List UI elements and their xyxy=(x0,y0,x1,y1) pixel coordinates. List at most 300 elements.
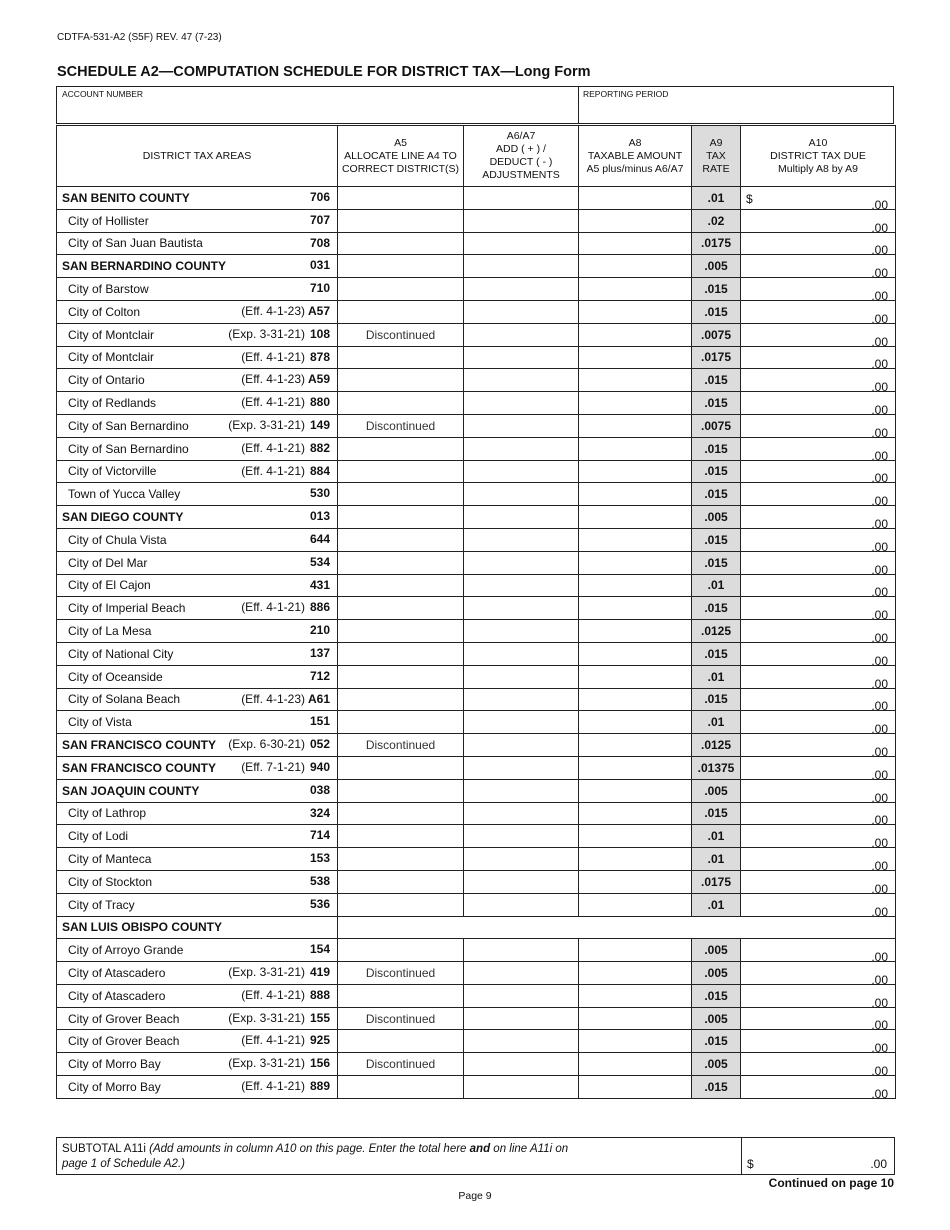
table-row xyxy=(57,984,896,1007)
tax-rate: .015 xyxy=(692,688,741,711)
cents-label: .00 xyxy=(871,904,888,919)
tax-rate: .0175 xyxy=(692,232,741,255)
a10-input[interactable] xyxy=(741,642,896,668)
discontinued-label: Discontinued xyxy=(365,965,436,980)
a6a7-input[interactable] xyxy=(464,779,579,802)
a8-input[interactable] xyxy=(579,825,692,848)
tax-rate: .015 xyxy=(692,551,741,574)
a5-input[interactable] xyxy=(338,984,464,1007)
district-name: City of Hollister xyxy=(68,213,149,228)
a8-input[interactable] xyxy=(579,1007,692,1030)
table-row xyxy=(57,323,896,346)
a10-input[interactable] xyxy=(741,187,896,210)
a6a7-input[interactable] xyxy=(464,323,579,346)
a8-input[interactable] xyxy=(579,688,692,711)
cents-label: .00 xyxy=(871,699,888,714)
a6a7-input[interactable] xyxy=(464,665,579,688)
a6a7-input[interactable] xyxy=(464,209,579,232)
table-row xyxy=(57,620,896,643)
a6a7-input[interactable] xyxy=(464,506,579,529)
a8-input[interactable] xyxy=(579,848,692,871)
a10-input[interactable] xyxy=(741,688,896,714)
a5-input[interactable] xyxy=(338,802,464,825)
tax-rate: .015 xyxy=(692,1030,741,1053)
a8-input[interactable] xyxy=(579,802,692,825)
district-name: SAN LUIS OBISPO COUNTY xyxy=(62,920,223,935)
table-row xyxy=(57,734,896,757)
district-area-cell xyxy=(57,346,338,369)
tax-rate: .0125 xyxy=(692,620,741,643)
a5-input[interactable] xyxy=(338,688,464,711)
a8-input[interactable] xyxy=(579,711,692,734)
district-note: (Eff. 4-1-21) xyxy=(241,463,305,478)
a6a7-input[interactable] xyxy=(464,597,579,620)
table-row xyxy=(57,528,896,551)
tax-rate: .005 xyxy=(692,506,741,529)
a8-input[interactable] xyxy=(579,551,692,574)
district-code: 153 xyxy=(309,851,330,866)
a10-input[interactable] xyxy=(741,870,896,896)
cents-label: .00 xyxy=(871,243,888,258)
a10-input[interactable] xyxy=(741,962,896,985)
a6a7-input[interactable] xyxy=(464,711,579,734)
cents-label: .00 xyxy=(871,767,888,782)
a6a7-input[interactable] xyxy=(464,369,579,392)
a6a7-input[interactable] xyxy=(464,278,579,301)
a5-input[interactable] xyxy=(338,1007,464,1030)
a5-input[interactable] xyxy=(338,962,464,985)
district-name: City of National City xyxy=(68,646,174,661)
district-code: 534 xyxy=(309,554,330,569)
district-code: 644 xyxy=(309,531,330,546)
a5-input[interactable] xyxy=(338,597,464,620)
a8-input[interactable] xyxy=(579,939,692,962)
district-name: SAN FRANCISCO COUNTY xyxy=(62,738,217,753)
a10-input[interactable] xyxy=(741,893,896,919)
district-name: City of San Bernardino xyxy=(68,441,189,456)
district-name: City of Morro Bay xyxy=(68,1057,161,1072)
a8-input[interactable] xyxy=(579,209,692,232)
a8-input[interactable] xyxy=(579,574,692,597)
cents-label: .00 xyxy=(871,630,888,645)
district-name: Town of Yucca Valley xyxy=(68,487,181,502)
district-code: 880 xyxy=(309,395,330,410)
a10-input[interactable] xyxy=(741,255,896,281)
a5-input[interactable] xyxy=(338,893,464,916)
a8-input[interactable] xyxy=(579,437,692,460)
district-area-cell xyxy=(57,597,338,620)
district-area-cell xyxy=(57,483,338,506)
district-area-cell xyxy=(57,278,338,301)
a8-input[interactable] xyxy=(579,483,692,506)
a10-input[interactable] xyxy=(741,551,896,577)
table-row xyxy=(57,848,896,871)
table-row xyxy=(57,665,896,688)
a10-input[interactable] xyxy=(741,528,896,554)
cents-label: .00 xyxy=(871,494,888,509)
district-note: (Eff. 4-1-21) xyxy=(241,1033,305,1048)
a10-input[interactable] xyxy=(741,300,896,326)
a6a7-input[interactable] xyxy=(464,346,579,369)
district-note: (Exp. 3-31-21) xyxy=(228,417,305,432)
a5-input[interactable] xyxy=(338,711,464,734)
reporting-period-field[interactable] xyxy=(578,87,893,123)
tax-rate: .01 xyxy=(692,187,741,210)
cents-label: .00 xyxy=(871,288,888,303)
a8-input[interactable] xyxy=(579,1076,692,1099)
tax-rate: .0175 xyxy=(692,870,741,893)
col-header-a9: A9 TAX RATE xyxy=(692,126,741,187)
a10-input[interactable] xyxy=(741,756,896,782)
a10-input[interactable] xyxy=(741,414,896,440)
tax-rate: .015 xyxy=(692,1076,741,1099)
a6a7-input[interactable] xyxy=(464,962,579,985)
a6a7-input[interactable] xyxy=(464,984,579,1007)
a8-input[interactable] xyxy=(579,620,692,643)
district-name: City of Montclair xyxy=(68,327,155,342)
a6a7-input[interactable] xyxy=(464,1053,579,1076)
a6a7-input[interactable] xyxy=(464,688,579,711)
table-row xyxy=(57,300,896,323)
district-area-cell xyxy=(57,460,338,483)
reporting-period-label: REPORTING PERIOD xyxy=(583,89,669,99)
district-name: City of Lodi xyxy=(68,829,129,844)
a5-input[interactable] xyxy=(338,779,464,802)
a10-input[interactable] xyxy=(741,323,896,349)
table-row xyxy=(57,255,896,278)
a8-input[interactable] xyxy=(579,278,692,301)
a6a7-input[interactable] xyxy=(464,574,579,597)
a10-input[interactable] xyxy=(741,802,896,828)
a10-input[interactable] xyxy=(741,734,896,757)
a6a7-input[interactable] xyxy=(464,893,579,916)
account-number-field[interactable] xyxy=(57,87,579,123)
district-name: City of Solana Beach xyxy=(68,692,181,707)
a8-input[interactable] xyxy=(579,642,692,665)
discontinued-label: Discontinued xyxy=(365,1011,436,1026)
cents-label: .00 xyxy=(871,220,888,235)
a10-input[interactable] xyxy=(741,483,896,509)
a10-input[interactable] xyxy=(741,1007,896,1033)
district-name: City of Grover Beach xyxy=(68,1034,180,1049)
a10-input[interactable] xyxy=(741,597,896,623)
tax-rate: .015 xyxy=(692,278,741,301)
a5-input[interactable] xyxy=(338,483,464,506)
tax-rate: .005 xyxy=(692,1053,741,1076)
district-note: (Eff. 4-1-23) xyxy=(241,372,305,387)
a8-input[interactable] xyxy=(579,323,692,346)
a10-input[interactable] xyxy=(741,620,896,643)
a5-input[interactable] xyxy=(338,1076,464,1099)
header-box xyxy=(56,86,894,124)
a10-input[interactable] xyxy=(741,984,896,1010)
cents-label: .00 xyxy=(871,448,888,463)
district-tax-table xyxy=(56,125,896,1099)
district-code: 013 xyxy=(309,509,330,524)
a6a7-input[interactable] xyxy=(464,460,579,483)
a5-input[interactable] xyxy=(338,551,464,574)
a5-input[interactable] xyxy=(338,1053,464,1076)
a8-input[interactable] xyxy=(579,300,692,323)
a10-input[interactable] xyxy=(741,1076,896,1099)
a5-input[interactable] xyxy=(338,848,464,871)
tax-rate: .015 xyxy=(692,642,741,665)
district-area-cell xyxy=(57,870,338,893)
district-code: 108 xyxy=(309,326,330,341)
a6a7-input[interactable] xyxy=(464,437,579,460)
district-note: (Eff. 4-1-23) xyxy=(241,303,305,318)
table-row xyxy=(57,460,896,483)
district-note: (Eff. 4-1-21) xyxy=(241,987,305,1002)
district-name: City of San Bernardino xyxy=(68,418,189,433)
district-area-cell xyxy=(57,1030,338,1053)
district-note: (Eff. 4-1-21) xyxy=(241,1079,305,1094)
tax-rate: .01375 xyxy=(692,756,741,779)
tax-rate: .015 xyxy=(692,369,741,392)
a5-input[interactable] xyxy=(338,255,464,278)
district-name: City of Imperial Beach xyxy=(68,601,186,616)
tax-rate: .01 xyxy=(692,893,741,916)
a5-input[interactable] xyxy=(338,825,464,848)
cents-label: .00 xyxy=(871,950,888,965)
a8-input[interactable] xyxy=(579,460,692,483)
form-id: CDTFA-531-A2 (S5F) REV. 47 (7-23) xyxy=(57,32,222,43)
cents-label: .00 xyxy=(871,402,888,417)
district-code: 884 xyxy=(309,463,330,478)
a8-input[interactable] xyxy=(579,414,692,437)
a6a7-input[interactable] xyxy=(464,551,579,574)
a10-input[interactable] xyxy=(741,665,896,691)
a6a7-input[interactable] xyxy=(464,1076,579,1099)
cents-label: .00 xyxy=(871,836,888,851)
a8-input[interactable] xyxy=(579,232,692,255)
a5-input[interactable] xyxy=(338,870,464,893)
district-area-cell xyxy=(57,300,338,323)
district-code: 052 xyxy=(309,737,330,752)
a8-input[interactable] xyxy=(579,255,692,278)
cents-label: .00 xyxy=(871,881,888,896)
district-area-cell xyxy=(57,916,338,939)
a5-input[interactable] xyxy=(338,300,464,323)
table-row xyxy=(57,506,896,529)
a5-input[interactable] xyxy=(338,756,464,779)
a6a7-input[interactable] xyxy=(464,620,579,643)
a10-input[interactable] xyxy=(741,1053,896,1079)
a8-input[interactable] xyxy=(579,1030,692,1053)
a10-input[interactable] xyxy=(741,825,896,851)
a5-input[interactable] xyxy=(338,209,464,232)
district-code: 940 xyxy=(309,759,330,774)
cents-label: .00 xyxy=(871,334,888,349)
district-name: City of La Mesa xyxy=(68,624,152,639)
a10-input[interactable] xyxy=(741,346,896,372)
subtotal-cents: .00 xyxy=(870,1157,887,1171)
a5-input[interactable] xyxy=(338,642,464,665)
a10-input[interactable] xyxy=(741,437,896,463)
cents-label: .00 xyxy=(871,813,888,828)
district-code: 925 xyxy=(309,1033,330,1048)
table-row xyxy=(57,232,896,255)
cents-label: .00 xyxy=(871,425,888,440)
district-note: (Eff. 4-1-21) xyxy=(241,395,305,410)
a6a7-input[interactable] xyxy=(464,642,579,665)
district-code: 156 xyxy=(309,1056,330,1071)
district-code: A61 xyxy=(307,691,330,706)
a6a7-input[interactable] xyxy=(464,939,579,962)
subtotal-box xyxy=(56,1137,895,1175)
a5-input[interactable] xyxy=(338,1030,464,1053)
a5-input[interactable] xyxy=(338,460,464,483)
a8-input[interactable] xyxy=(579,506,692,529)
district-code: 538 xyxy=(309,873,330,888)
a8-input[interactable] xyxy=(579,187,692,210)
a10-input[interactable] xyxy=(741,392,896,415)
district-code: 889 xyxy=(309,1079,330,1094)
a5-input[interactable] xyxy=(338,437,464,460)
district-note: (Eff. 7-1-21) xyxy=(241,759,305,774)
a8-input[interactable] xyxy=(579,962,692,985)
a5-input[interactable] xyxy=(338,506,464,529)
a8-input[interactable] xyxy=(579,893,692,916)
district-name: City of Morro Bay xyxy=(68,1079,161,1094)
tax-rate: .01 xyxy=(692,665,741,688)
district-area-cell xyxy=(57,392,338,415)
a6a7-input[interactable] xyxy=(464,300,579,323)
a8-input[interactable] xyxy=(579,734,692,757)
a6a7-input[interactable] xyxy=(464,483,579,506)
a10-input[interactable] xyxy=(741,278,896,301)
a8-input[interactable] xyxy=(579,870,692,893)
a8-input[interactable] xyxy=(579,597,692,620)
a8-input[interactable] xyxy=(579,779,692,802)
district-note: (Exp. 3-31-21) xyxy=(228,1056,305,1071)
district-name: City of Victorville xyxy=(68,464,157,479)
a5-input[interactable] xyxy=(338,323,464,346)
table-row xyxy=(57,916,896,939)
a8-input[interactable] xyxy=(579,369,692,392)
a8-input[interactable] xyxy=(579,665,692,688)
cents-label: .00 xyxy=(871,1018,888,1033)
district-name: City of Atascadero xyxy=(68,988,166,1003)
cents-label: .00 xyxy=(871,608,888,623)
a5-input[interactable] xyxy=(338,187,464,210)
cents-label: .00 xyxy=(871,722,888,737)
a10-input[interactable] xyxy=(741,848,896,871)
a10-input[interactable] xyxy=(741,209,896,235)
a5-input[interactable] xyxy=(338,232,464,255)
district-code: 431 xyxy=(309,577,330,592)
table-row xyxy=(57,688,896,711)
a10-input[interactable] xyxy=(741,939,896,965)
a6a7-input[interactable] xyxy=(464,414,579,437)
district-area-cell xyxy=(57,642,338,665)
a10-input[interactable] xyxy=(741,369,896,395)
tax-rate: .01 xyxy=(692,825,741,848)
a6a7-input[interactable] xyxy=(464,187,579,210)
a5-input[interactable] xyxy=(338,392,464,415)
district-note: (Exp. 3-31-21) xyxy=(228,1010,305,1025)
district-name: City of Vista xyxy=(68,715,132,730)
a5-input[interactable] xyxy=(338,939,464,962)
table-row xyxy=(57,711,896,734)
a5-input[interactable] xyxy=(338,278,464,301)
a6a7-input[interactable] xyxy=(464,392,579,415)
tax-rate: .01 xyxy=(692,711,741,734)
a5-input[interactable] xyxy=(338,734,464,757)
a8-input[interactable] xyxy=(579,756,692,779)
a8-input[interactable] xyxy=(579,528,692,551)
a10-input[interactable] xyxy=(741,232,896,258)
district-area-cell xyxy=(57,255,338,278)
district-area-cell xyxy=(57,551,338,574)
cents-label: .00 xyxy=(871,858,888,873)
district-name: SAN DIEGO COUNTY xyxy=(62,510,184,525)
a6a7-input[interactable] xyxy=(464,1030,579,1053)
a5-input[interactable] xyxy=(338,620,464,643)
district-area-cell xyxy=(57,1053,338,1076)
subtotal-text: SUBTOTAL A11i (Add amounts in column A10 on this page. Enter the total here and on line A11i on page 1 of Schedule A2.) xyxy=(62,1143,569,1170)
a10-input[interactable] xyxy=(741,779,896,805)
a5-input[interactable] xyxy=(338,369,464,392)
table-row xyxy=(57,597,896,620)
cents-label: .00 xyxy=(871,1086,888,1101)
a6a7-input[interactable] xyxy=(464,255,579,278)
a6a7-input[interactable] xyxy=(464,1007,579,1030)
a5-input[interactable] xyxy=(338,414,464,437)
a8-input[interactable] xyxy=(579,1053,692,1076)
a10-input[interactable] xyxy=(741,460,896,486)
a6a7-input[interactable] xyxy=(464,734,579,757)
district-name: SAN JOAQUIN COUNTY xyxy=(62,783,200,798)
a6a7-input[interactable] xyxy=(464,848,579,871)
a5-input[interactable] xyxy=(338,665,464,688)
district-area-cell xyxy=(57,323,338,346)
table-row xyxy=(57,551,896,574)
a8-input[interactable] xyxy=(579,392,692,415)
tax-rate: .015 xyxy=(692,528,741,551)
district-note: (Eff. 4-1-21) xyxy=(241,440,305,455)
a10-input[interactable] xyxy=(741,1030,896,1056)
subtotal-amount-field[interactable] xyxy=(741,1138,894,1174)
a6a7-input[interactable] xyxy=(464,825,579,848)
tax-rate: .015 xyxy=(692,802,741,825)
table-row xyxy=(57,779,896,802)
cents-label: .00 xyxy=(871,539,888,554)
a5-input[interactable] xyxy=(338,574,464,597)
district-code: A59 xyxy=(307,372,330,387)
a8-input[interactable] xyxy=(579,346,692,369)
district-code: 878 xyxy=(309,349,330,364)
tax-rate: .015 xyxy=(692,483,741,506)
a5-input[interactable] xyxy=(338,528,464,551)
a6a7-input[interactable] xyxy=(464,528,579,551)
a10-input[interactable] xyxy=(741,506,896,529)
a10-input[interactable] xyxy=(741,711,896,737)
district-area-cell xyxy=(57,369,338,392)
a10-input[interactable] xyxy=(741,574,896,600)
tax-rate: .005 xyxy=(692,939,741,962)
a8-input[interactable] xyxy=(579,984,692,1007)
tax-rate: .0125 xyxy=(692,734,741,757)
district-area-cell xyxy=(57,437,338,460)
table-row xyxy=(57,642,896,665)
a6a7-input[interactable] xyxy=(464,756,579,779)
a6a7-input[interactable] xyxy=(464,870,579,893)
a5-input[interactable] xyxy=(338,346,464,369)
a6a7-input[interactable] xyxy=(464,802,579,825)
cents-label: .00 xyxy=(871,266,888,281)
a6a7-input[interactable] xyxy=(464,232,579,255)
